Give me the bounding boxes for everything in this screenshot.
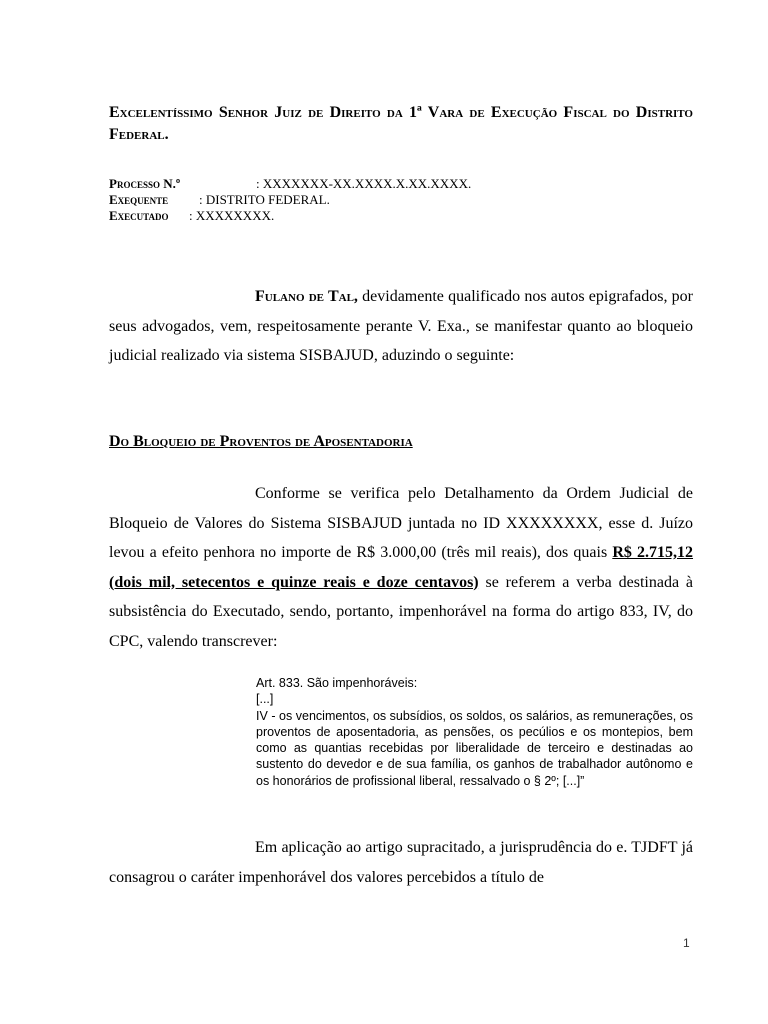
body-paragraph: [109, 479, 693, 656]
legal-quote: [256, 675, 693, 789]
executado-label: Executado: [109, 208, 169, 223]
executado-row: [109, 208, 509, 224]
executado-value: : XXXXXXXX.: [189, 208, 275, 223]
page-number: 1: [683, 936, 690, 950]
exequente-label: Exequente: [109, 192, 169, 207]
processo-label: Processo N.º: [109, 176, 181, 191]
quote-line-clause: IV - os vencimentos, os subsídios, os soldos, os salários, as remunerações, os proventos de aposentadoria, as pensões, os pecúlios e os montepios, bem como as quantias recebidas por liberalidade de terceiro e destinadas ao sustento do devedor e de sua família, os ganhos de trabalhador autônomo e os honorários de profissional liberal, ressalvado o § 2º; [...]”: [256, 708, 693, 788]
intro-text: devidamente qualificado nos autos epigrafados, por seus advogados, vem, respeitosamente perante V. Exa., se manifestar quanto ao bloqueio judicial realizado via sistema SISBAJUD, aduzindo o seguinte:: [109, 288, 693, 364]
highlighted-amount: R$ 2.715,12 (dois mil, setecentos e quinze reais e doze centavos): [109, 544, 694, 591]
section-heading: Do Bloqueio de Proventos de Aposentadoria: [109, 433, 413, 450]
exequente-row: [109, 192, 509, 208]
intro-paragraph: [109, 282, 693, 371]
closing-text: Em aplicação ao artigo supracitado, a jurisprudência do e. TJDFT já consagrou o caráter impenhorável dos valores percebidos a título de: [109, 839, 693, 886]
processo-value: : XXXXXXX-XX.XXXX.X.XX.XXXX.: [256, 176, 472, 191]
quote-line-article: Art. 833. São impenhoráveis:: [256, 676, 418, 690]
closing-paragraph: [109, 833, 693, 892]
processo-row: [109, 176, 509, 192]
case-info: [109, 176, 509, 224]
party-name: Fulano de Tal,: [255, 288, 358, 305]
body-text-part2: se referem a verba destinada à subsistência do Executado, sendo, portanto, impenhorável na forma do artigo 833, IV, do CPC, valendo transcrever:: [109, 573, 693, 650]
addressee-heading: Excelentíssimo Senhor Juiz de Direito da 1ª Vara de Execução Fiscal do Distrito Federal.: [109, 104, 693, 143]
quote-line-ellipsis: [...]: [256, 692, 274, 707]
exequente-value: : DISTRITO FEDERAL.: [199, 192, 330, 207]
body-text-part1: Conforme se verifica pelo Detalhamento da Ordem Judicial de Bloqueio de Valores do Sistema SISBAJUD juntada no ID XXXXXXXX, esse d. Juízo levou a efeito penhora no importe de R$ 3.000,00 (três mil reais), dos quais: [109, 485, 693, 561]
